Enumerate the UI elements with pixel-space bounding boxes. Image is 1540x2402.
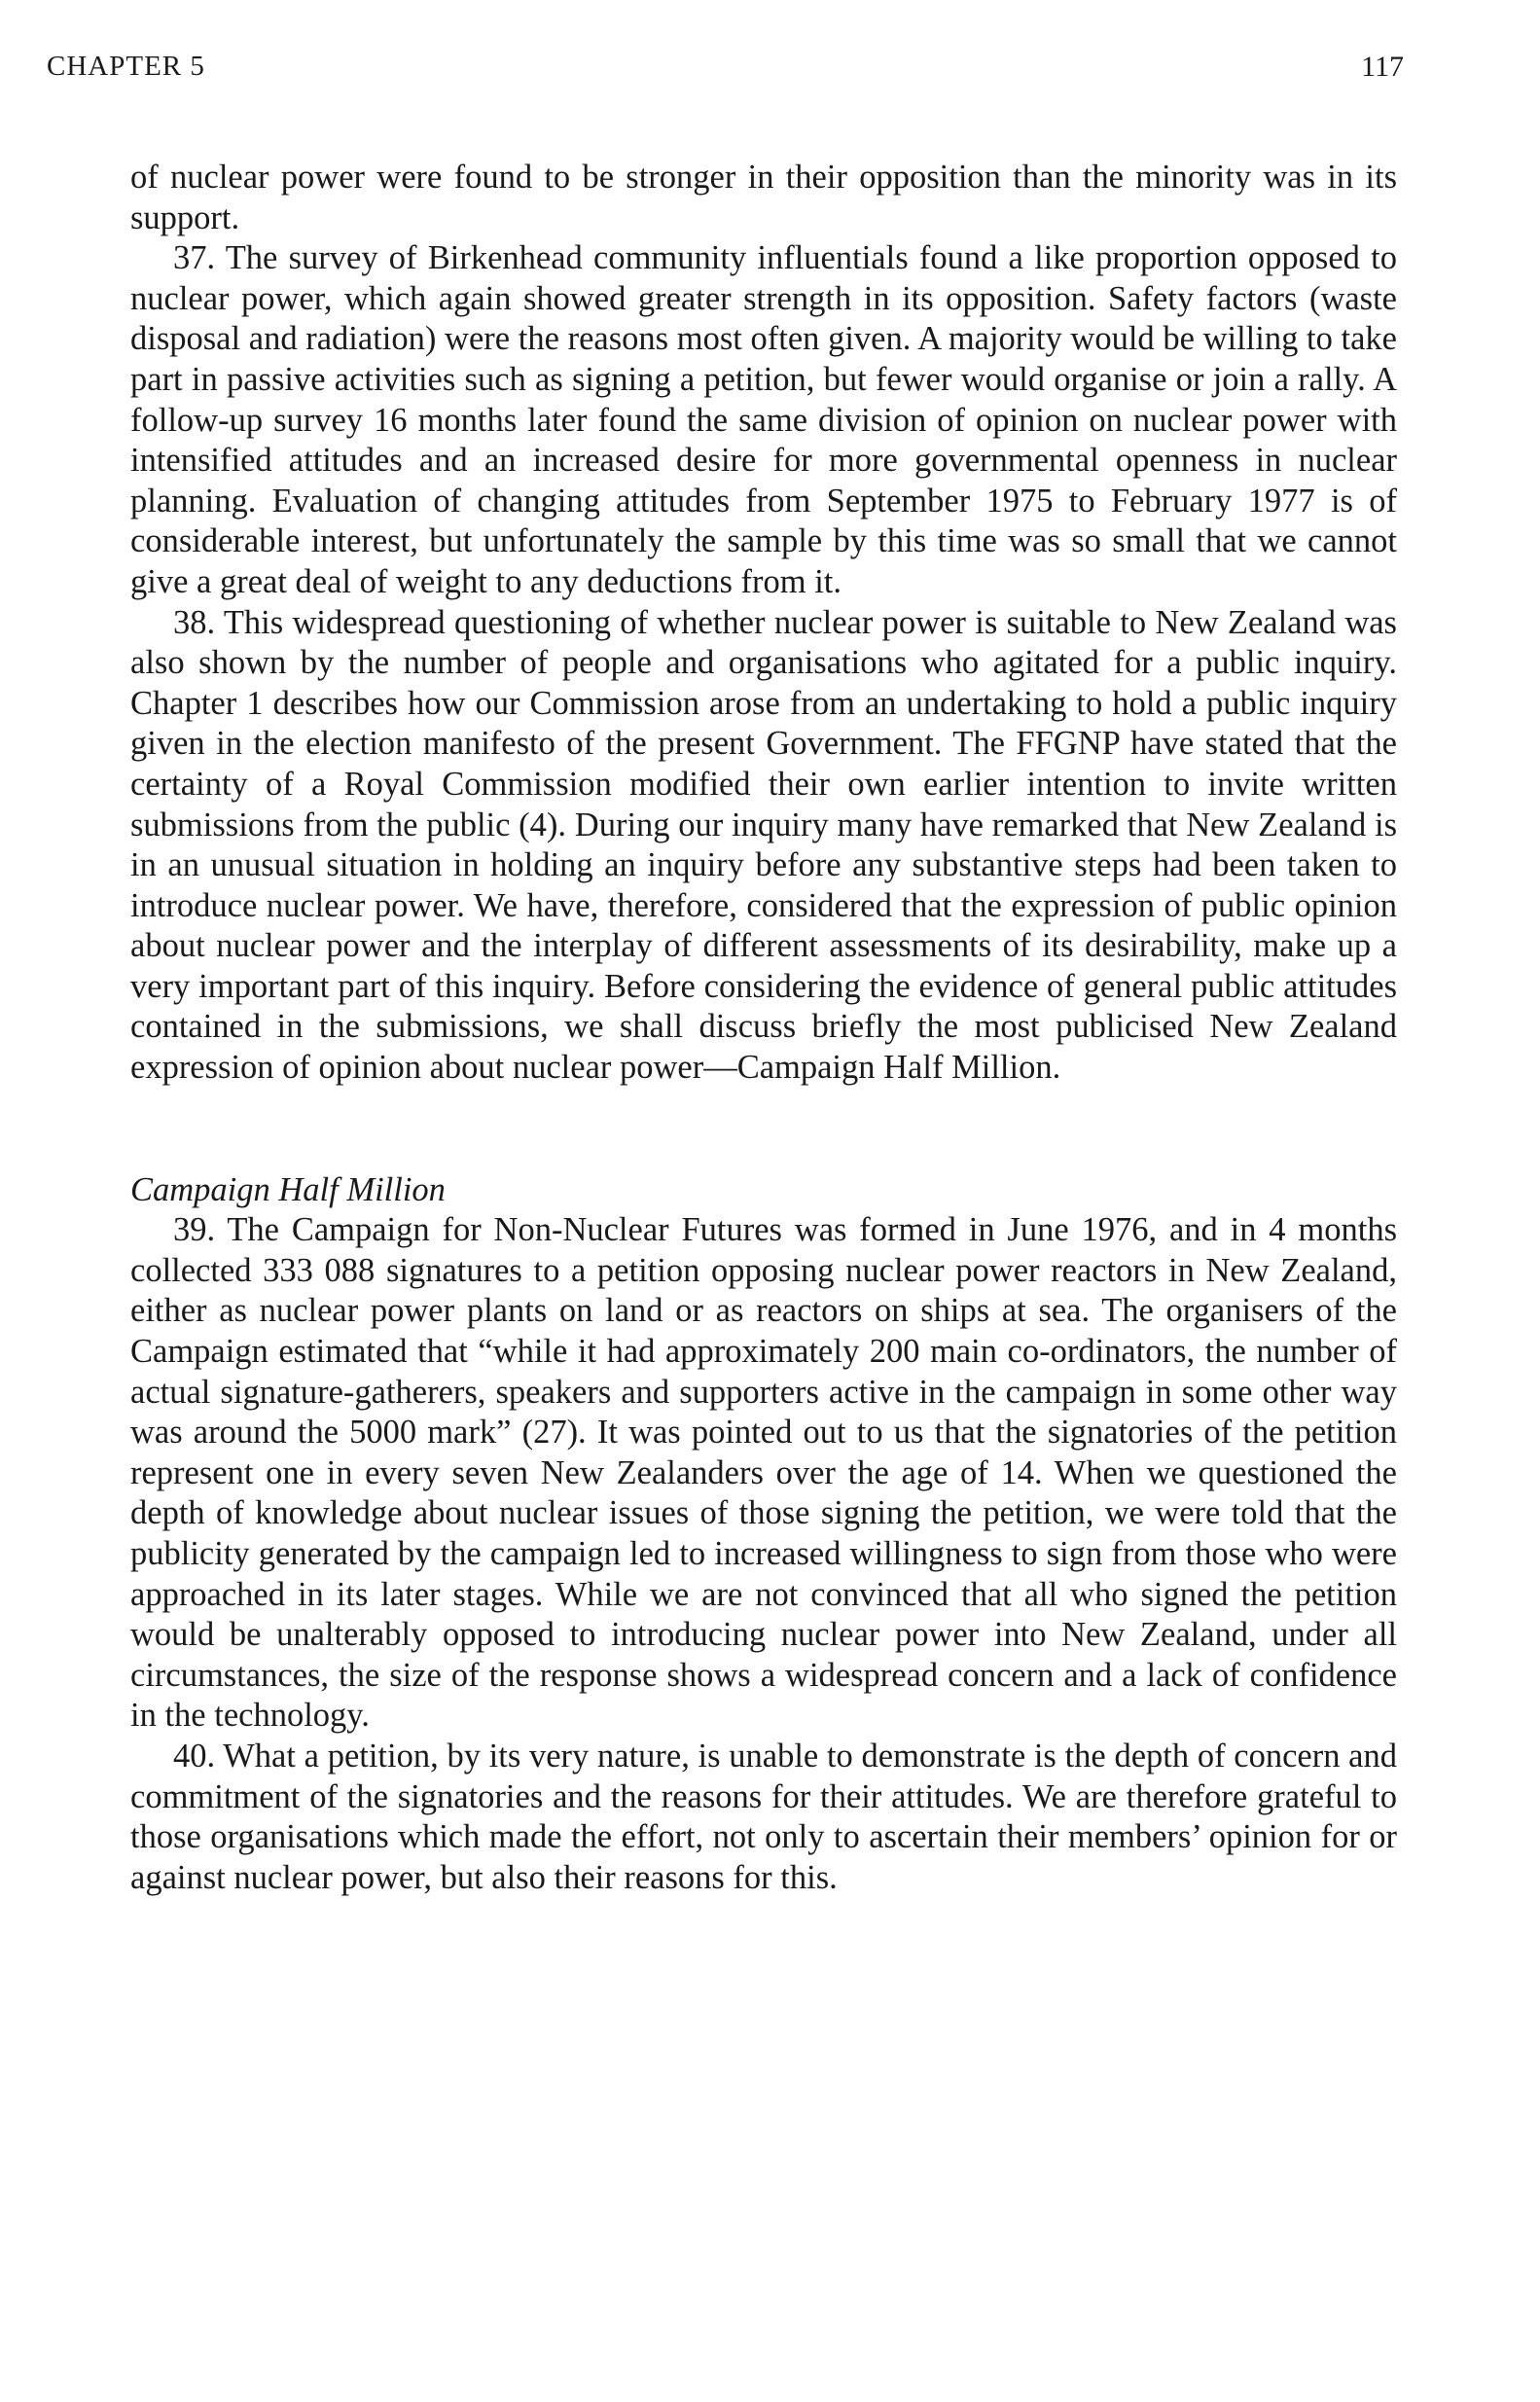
paragraph-continuation: of nuclear power were found to be stronger in their opposition than the minority was in its support.	[130, 159, 1397, 236]
paragraph-39: 39. The Campaign for Non-Nuclear Futures was formed in June 1976, and in 4 months collected 333 088 signatures to a petition opposing nuclear power reactors in New Zealand, either as nuclear power plants on land or as reactors on ships at sea. The organisers of the Campaign estimated that “while it had approximately 200 main co-ordinators, the number of actual signature-gatherers, speakers and supporters active in the campaign in some other way was around the 5000 mark” (27). It was pointed out to us that the signatories of the petition represent one in every seven New Zealanders over the age of 14. When we questioned the depth of knowledge about nuclear issues of those signing the petition, we were told that the publicity generated by the campaign led to increased willingness to sign from those who were approached in its later stages. While we are not convinced that all who signed the petition would be unalterably opposed to introducing nuclear power into New Zealand, under all circumstances, the size of the response shows a widespread concern and a lack of confidence in the technology.	[130, 1211, 1397, 1735]
section-heading: Campaign Half Million	[130, 1170, 446, 1208]
paragraph-40: 40. What a petition, by its very nature, is unable to demonstrate is the depth of concern and commitment of the signatories and the reasons for their attitudes. We are therefore grateful to those organisations which made the effort, not only to ascertain their members’ opinion for or against nuclear power, but also their reasons for this.	[130, 1737, 1397, 1896]
body-text	[130, 158, 1397, 1898]
paragraph-37: 37. The survey of Birkenhead community influentials found a like proportion opposed to nuclear power, which again showed greater strength in its opposition. Safety factors (waste disposal and radiation) were the reasons most often given. A majority would be willing to take part in passive activities such as signing a petition, but fewer would organise or join a rally. A follow-up survey 16 months later found the same division of opinion on nuclear power with intensified attitudes and an increased desire for more governmental openness in nuclear planning. Evaluation of changing attitudes from September 1975 to February 1977 is of considerable interest, but unfortunately the sample by this time was so small that we cannot give a great deal of weight to any deductions from it.	[130, 239, 1397, 600]
paragraph-38: 38. This widespread questioning of whether nuclear power is suitable to New Zealand was also shown by the number of people and organisations who agitated for a public inquiry. Chapter 1 describes how our Commission arose from an undertaking to hold a public inquiry given in the election manifesto of the present Government. The FFGNP have stated that the certainty of a Royal Commission modified their own earlier intention to invite written submissions from the public (4). During our inquiry many have remarked that New Zealand is in an unusual situation in holding an inquiry before any substantive steps had been taken to introduce nuclear power. We have, therefore, considered that the expression of public opinion about nuclear power and the interplay of different assessments of its desirability, make up a very important part of this inquiry. Before considering the evidence of general public attitudes contained in the submissions, we shall discuss briefly the most publicised New Zealand expression of opinion about nuclear power—Campaign Half Million.	[130, 603, 1397, 1087]
page-number: 117	[1361, 51, 1404, 83]
running-head: CHAPTER 5	[47, 51, 205, 82]
